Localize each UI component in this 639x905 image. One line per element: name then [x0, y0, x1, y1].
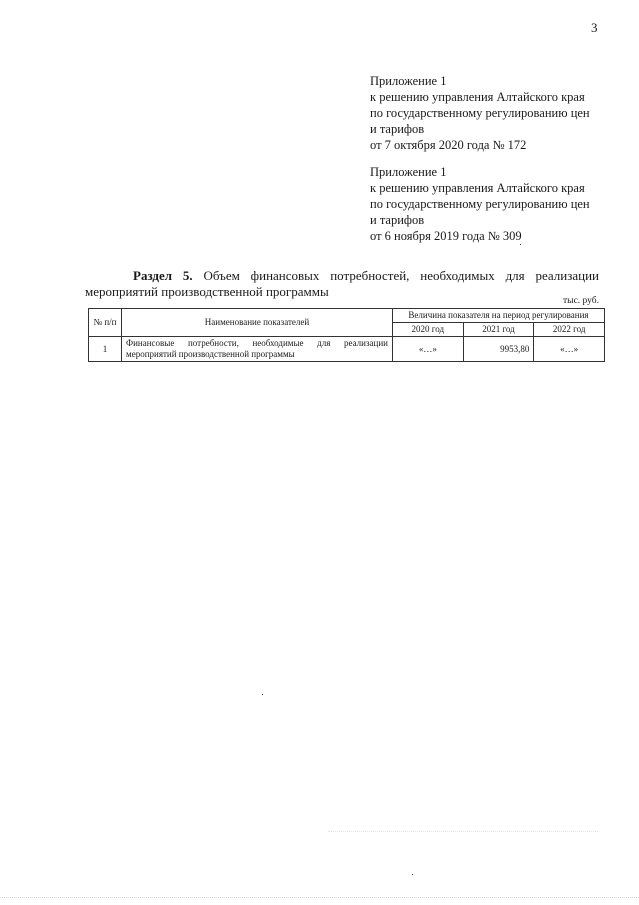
- section-heading: [85, 268, 599, 300]
- appendix-line: по государственному регулированию цен: [370, 106, 590, 120]
- scan-artifact: [328, 831, 598, 833]
- section-heading-line1: [85, 268, 599, 284]
- appendix-line: от 6 ноября 2019 года № 309: [370, 229, 522, 243]
- header-year-2021: 2021 год: [463, 323, 534, 337]
- appendix-note-current: [370, 73, 620, 153]
- appendix-line: по государственному регулированию цен: [370, 197, 590, 211]
- appendix-line: и тарифов: [370, 213, 425, 227]
- header-year-2020: 2020 год: [393, 323, 464, 337]
- table-header-row: [89, 309, 605, 323]
- appendix-line: к решению управления Алтайского края: [370, 90, 585, 104]
- row-value-2022: «…»: [534, 337, 605, 362]
- appendix-note-previous: [370, 164, 620, 244]
- page-number: 3: [591, 20, 598, 35]
- table-row: [89, 337, 605, 362]
- financial-needs-table: [88, 308, 605, 362]
- section-title-part1: Объем финансовых потребностей, необходимых для реализации: [203, 268, 600, 283]
- header-period: Величина показателя на период регулирования: [393, 309, 605, 323]
- section-title-part2: мероприятий производственной программы: [85, 284, 329, 299]
- appendix-line: Приложение 1: [370, 74, 447, 88]
- row-value-2021: 9953,80: [463, 337, 534, 362]
- unit-label: тыс. руб.: [563, 296, 599, 306]
- row-value-2020: «…»: [393, 337, 464, 362]
- row-number: 1: [89, 337, 122, 362]
- appendix-line: и тарифов: [370, 122, 425, 136]
- appendix-line: от 7 октября 2020 года № 172: [370, 138, 527, 152]
- scan-speck: [262, 694, 263, 695]
- scan-bottom-edge: [0, 897, 639, 899]
- header-year-2022: 2022 год: [534, 323, 605, 337]
- appendix-line: к решению управления Алтайского края: [370, 181, 585, 195]
- appendix-line: Приложение 1: [370, 165, 447, 179]
- header-number: № п/п: [89, 309, 122, 337]
- scan-speck: [412, 874, 413, 875]
- section-label: Раздел 5.: [133, 268, 193, 283]
- scan-speck: [520, 244, 521, 245]
- header-indicator-name: Наименование показателей: [122, 309, 393, 337]
- row-indicator-name: Финансовые потребности, необходимые для реализации мероприятий производственной программы: [122, 337, 393, 362]
